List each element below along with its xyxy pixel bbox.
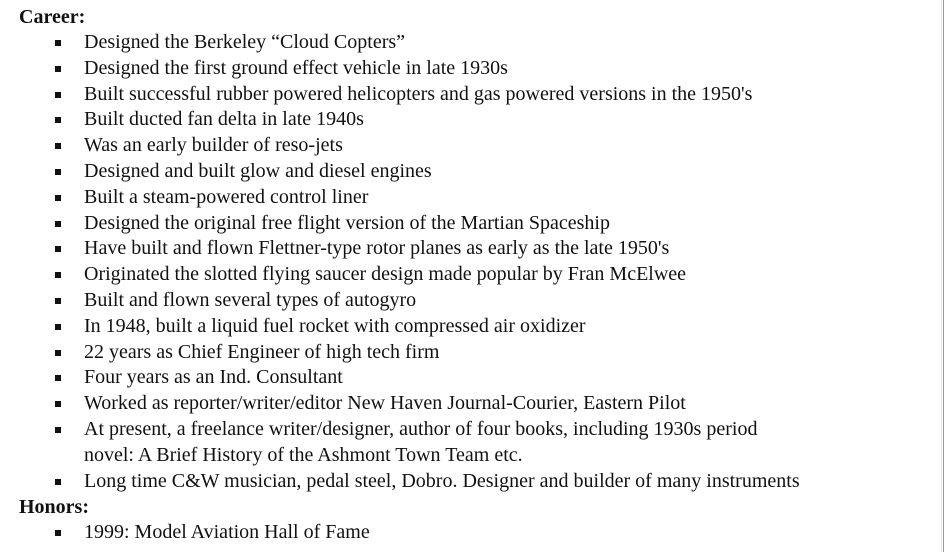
career-item: [0, 288, 945, 314]
career-item-text: Built a steam-powered control liner: [84, 185, 369, 208]
career-item: [0, 340, 945, 366]
career-item: [0, 82, 945, 108]
career-item-text: Long time C&W musician, pedal steel, Dobro. Designer and builder of many instruments: [84, 469, 800, 492]
career-item: [0, 107, 945, 133]
career-item-text: Built ducted fan delta in late 1940s: [84, 108, 364, 131]
edge-shadow: [943, 0, 944, 552]
career-item: [0, 30, 945, 56]
bullet-icon: [55, 272, 61, 278]
career-item-text: Built and flown several types of autogyro: [84, 288, 417, 311]
career-item: [0, 56, 945, 82]
career-item-text: Was an early builder of reso-jets: [84, 134, 343, 157]
career-item: [0, 314, 945, 340]
honors-item-text: 1999: Model Aviation Hall of Fame: [84, 521, 370, 543]
bullet-icon: [55, 169, 61, 175]
career-item-text: Designed the first ground effect vehicle in late 1930s: [84, 56, 508, 79]
career-item: [0, 365, 945, 391]
career-heading: Career:: [19, 6, 86, 28]
career-item: [0, 211, 945, 237]
career-item-text: Worked as reporter/writer/editor New Haven Journal-Courier, Eastern Pilot: [84, 392, 686, 415]
honors-item: [0, 520, 945, 546]
career-item: [0, 262, 945, 288]
bullet-icon: [55, 401, 61, 407]
career-item-text: At present, a freelance writer/designer, author of four books, including 1930s period novel: A Brief History of the Ashmont Town Team etc.: [84, 417, 758, 466]
career-item: [0, 391, 945, 417]
career-item-text: Have built and flown Flettner-type rotor planes as early as the late 1950's: [84, 237, 670, 260]
career-item: [0, 159, 945, 185]
honors-list: [0, 520, 945, 546]
bullet-icon: [55, 92, 61, 98]
career-item: [0, 417, 945, 469]
bullet-icon: [55, 350, 61, 356]
bullet-icon: [55, 479, 61, 485]
career-item: [0, 133, 945, 159]
career-item: [0, 469, 945, 495]
career-item-text: Designed the original free flight version of the Martian Spaceship: [84, 211, 610, 234]
bullet-icon: [55, 530, 61, 536]
bullet-icon: [55, 246, 61, 252]
bullet-icon: [55, 195, 61, 201]
career-item-text: Designed and built glow and diesel engines: [84, 159, 432, 182]
honors-heading: Honors:: [19, 496, 89, 518]
career-item: [0, 236, 945, 262]
career-item: [0, 185, 945, 211]
edge-shadow: [941, 0, 942, 552]
bullet-icon: [55, 117, 61, 123]
career-item-text: 22 years as Chief Engineer of high tech firm: [84, 340, 440, 363]
career-item-text: Designed the Berkeley “Cloud Copters”: [84, 31, 406, 53]
bullet-icon: [55, 427, 61, 433]
bullet-icon: [55, 66, 61, 72]
bullet-icon: [55, 375, 61, 381]
career-list: [0, 30, 945, 494]
career-item-text: Built successful rubber powered helicopters and gas powered versions in the 1950's: [84, 82, 753, 105]
bullet-icon: [55, 221, 61, 227]
career-item-text: Four years as an Ind. Consultant: [84, 366, 343, 389]
career-item-text: In 1948, built a liquid fuel rocket with compressed air oxidizer: [84, 314, 586, 337]
bullet-icon: [55, 324, 61, 330]
bullet-icon: [55, 298, 61, 304]
bullet-icon: [55, 40, 61, 46]
bullet-icon: [55, 143, 61, 149]
career-item-text: Originated the slotted flying saucer design made popular by Fran McElwee: [84, 263, 687, 286]
